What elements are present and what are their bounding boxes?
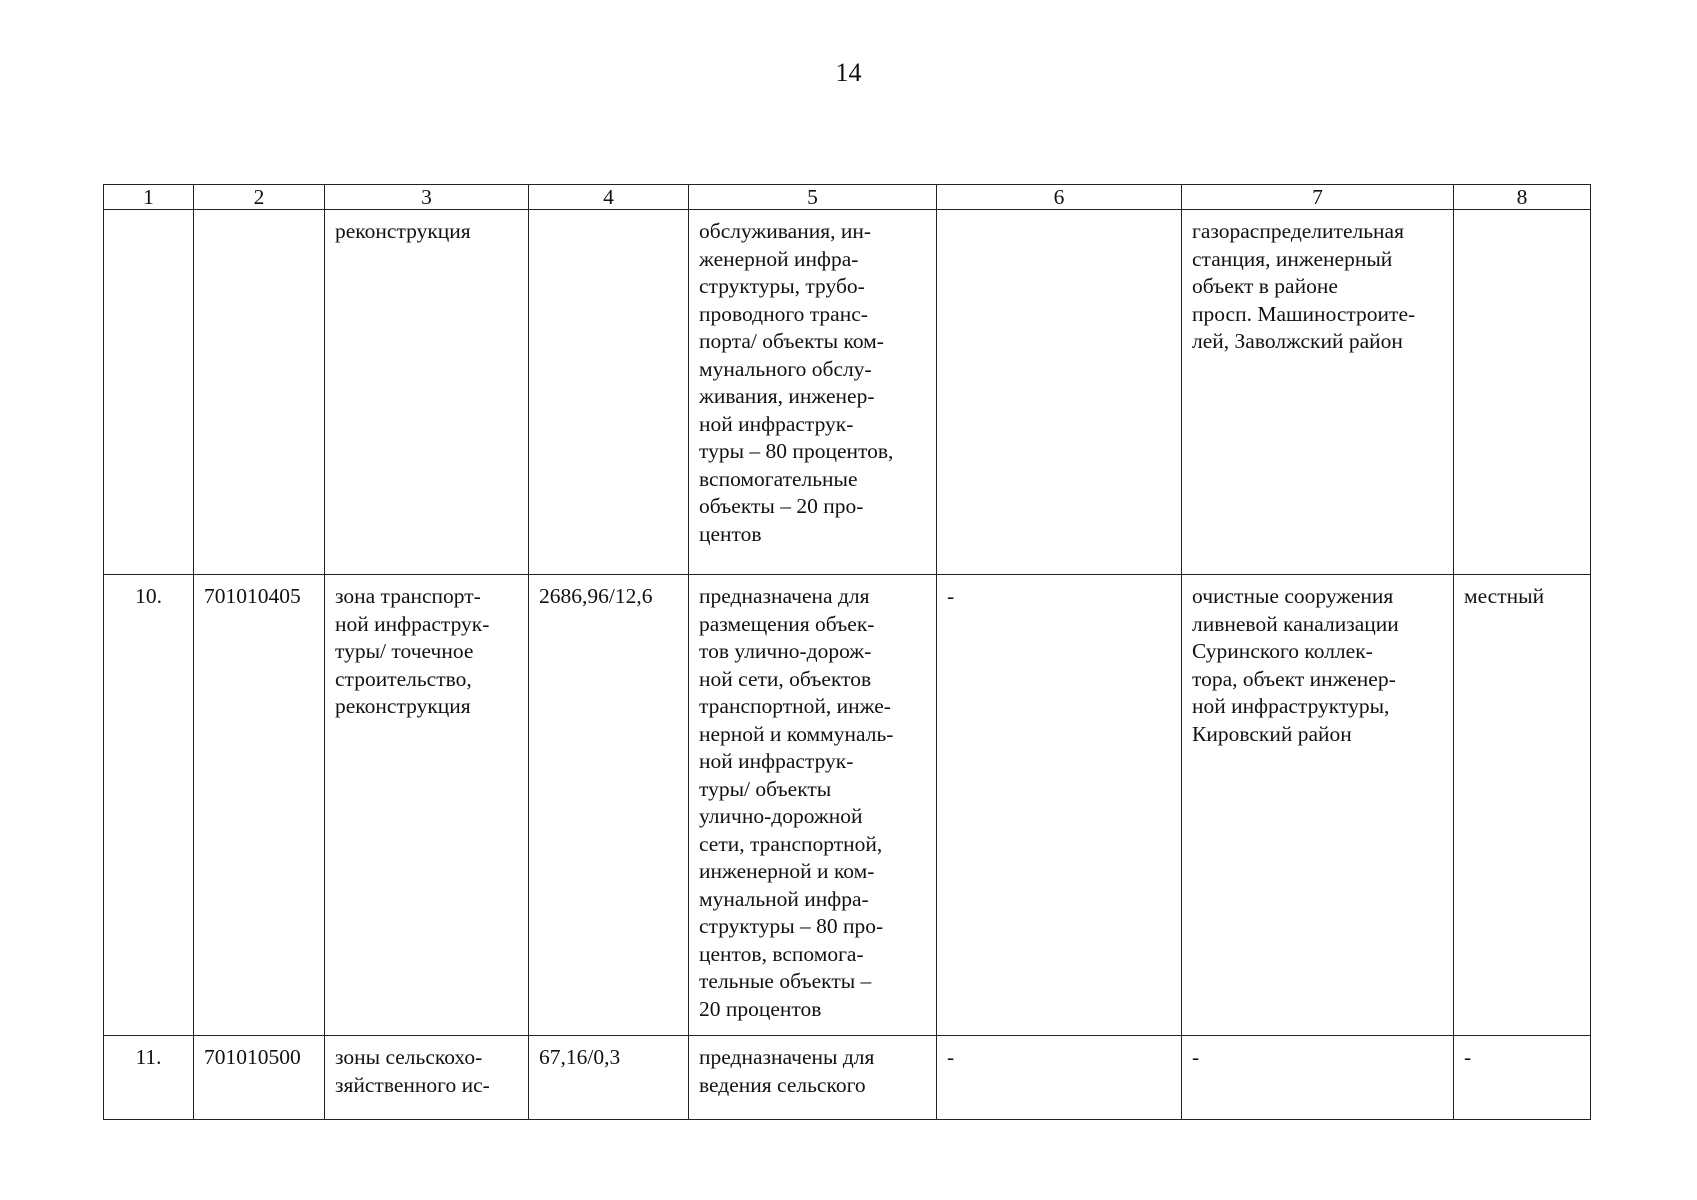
purpose-cell: предназначены для ведения сельского xyxy=(689,1036,937,1120)
column-6-cell: - xyxy=(937,575,1182,1036)
column-header: 2 xyxy=(194,185,325,210)
column-header: 3 xyxy=(325,185,529,210)
purpose-cell: обслуживания, ин- женерной инфра- структуры, трубо- проводного транс- порта/ объекты ком- мунального обслу- живания, инженер- ной инфраструк- туры – 80 процентов, вспомогательные объекты – 20 про- центов xyxy=(689,210,937,575)
zone-name-cell: реконструкция xyxy=(325,210,529,575)
objects-cell: очистные сооружения ливневой канализации Суринского коллек- тора, объект инженер- ной инфраструктуры, Кировский район xyxy=(1182,575,1454,1036)
zone-code-cell: 701010405 xyxy=(194,575,325,1036)
zone-code-cell: 701010500 xyxy=(194,1036,325,1120)
column-header: 7 xyxy=(1182,185,1454,210)
table-row xyxy=(104,210,1591,575)
row-number-cell: 10. xyxy=(104,575,194,1036)
row-number-cell xyxy=(104,210,194,575)
significance-cell xyxy=(1454,210,1591,575)
area-cell xyxy=(529,210,689,575)
page-number: 14 xyxy=(835,58,862,87)
area-cell: 2686,96/12,6 xyxy=(529,575,689,1036)
table-row xyxy=(104,1036,1591,1120)
zone-name-cell: зона транспорт- ной инфраструк- туры/ точечное строительство, реконструкция xyxy=(325,575,529,1036)
significance-cell: местный xyxy=(1454,575,1591,1036)
purpose-cell: предназначена для размещения объек- тов улично-дорож- ной сети, объектов транспортной, инже- нерной и коммуналь- ной инфраструк- туры/ объекты улично-дорожной сети, транспортной, инженерной и ком- мунальной инфра- структуры – 80 про- центов, вспомога- тельные объекты – 20 процентов xyxy=(689,575,937,1036)
column-6-cell xyxy=(937,210,1182,575)
significance-cell: - xyxy=(1454,1036,1591,1120)
area-cell: 67,16/0,3 xyxy=(529,1036,689,1120)
zoning-table xyxy=(103,184,1591,1120)
column-6-cell: - xyxy=(937,1036,1182,1120)
table-row xyxy=(104,575,1591,1036)
column-header: 4 xyxy=(529,185,689,210)
column-header: 1 xyxy=(104,185,194,210)
column-number-row xyxy=(104,185,1591,210)
objects-cell: - xyxy=(1182,1036,1454,1120)
zone-name-cell: зоны сельскохо- зяйственного ис- xyxy=(325,1036,529,1120)
column-header: 8 xyxy=(1454,185,1591,210)
row-number-cell: 11. xyxy=(104,1036,194,1120)
zone-code-cell xyxy=(194,210,325,575)
column-header: 5 xyxy=(689,185,937,210)
column-header: 6 xyxy=(937,185,1182,210)
objects-cell: газораспределительная станция, инженерный объект в районе просп. Машиностроите- лей, Заволжский район xyxy=(1182,210,1454,575)
